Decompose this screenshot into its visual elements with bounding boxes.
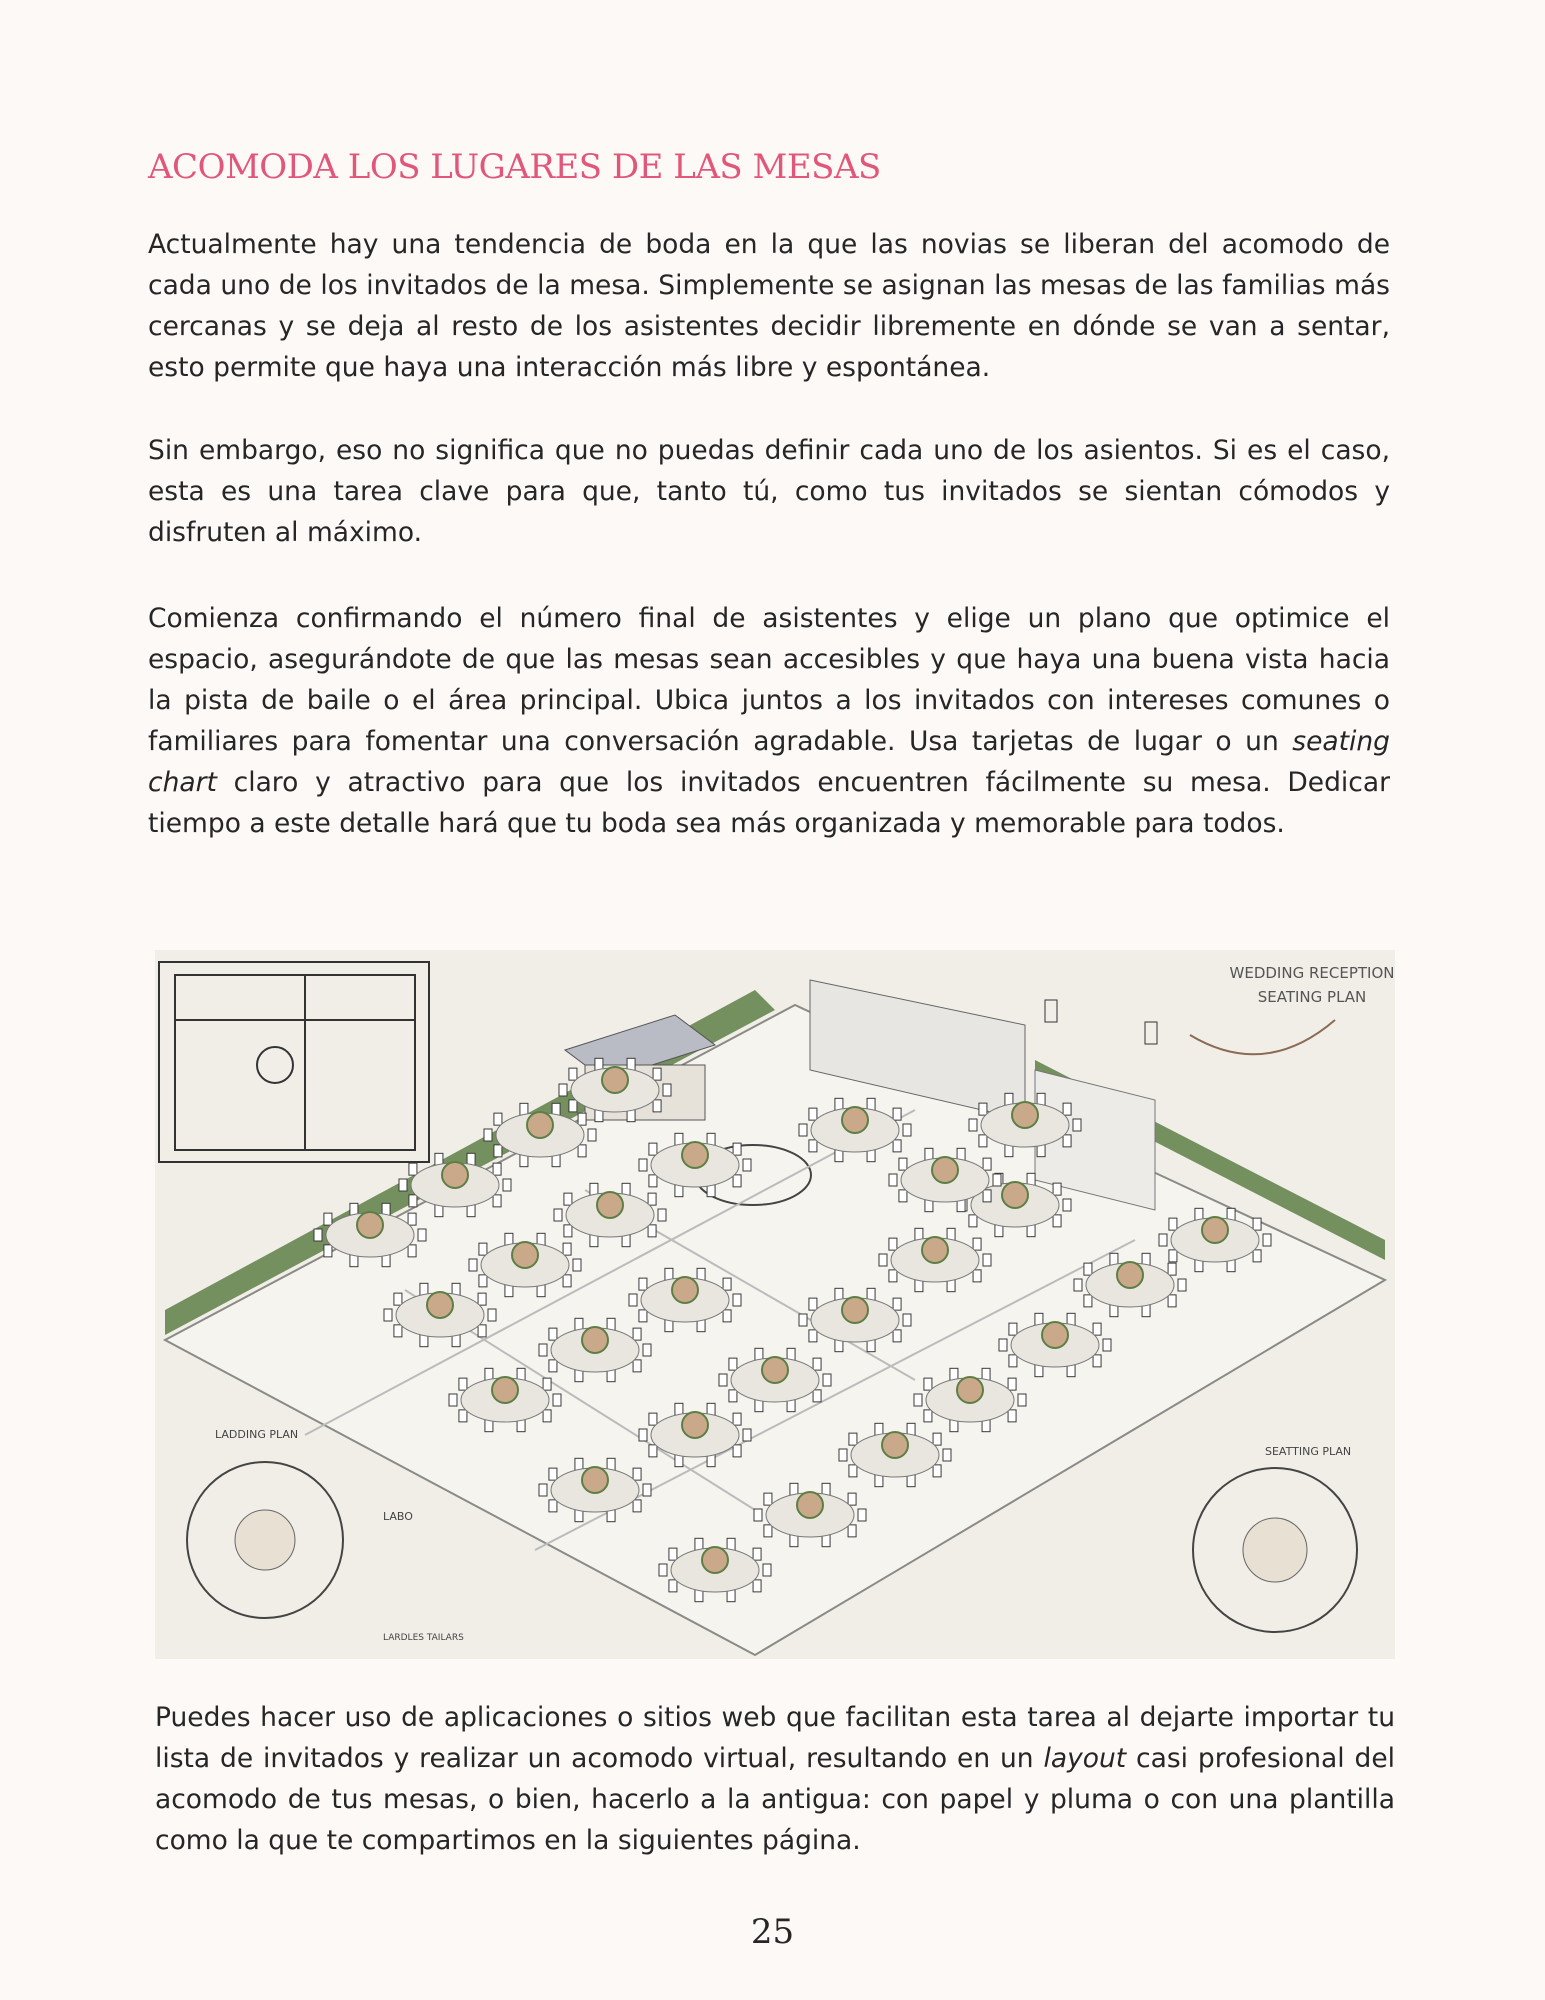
round-table [539,1458,651,1521]
chair-icon [1093,1323,1101,1335]
chair-icon [973,1238,981,1250]
chair-icon [973,1270,981,1282]
chair-icon [1073,1119,1081,1131]
chair-icon [849,1465,857,1477]
chair-icon [409,1195,417,1207]
chair-icon [764,1525,772,1537]
chair-icon [943,1449,951,1461]
round-table [914,1368,1026,1431]
centerpiece-icon [1002,1182,1028,1208]
chair-icon [1253,1218,1261,1230]
round-table [839,1423,951,1486]
paragraph-apps-text-2: casi profesional del acomodo de tus mesas, o bien, hacerlo a la antigua: con papel y pluma o con una plantilla como la que te compartimos en la siguientes página. [155,1743,1396,1856]
chair-icon [1178,1279,1186,1291]
paragraph-tips-text-1: Comienza confirmando el número final de asistentes y elige un plano que optimice el espacio, asegurándote de que las mesas sean accesibles y que haya una buena vista hacia la pista de baile o el área principal. Ubica juntos a los invitados con intereses comunes o familiares para fomentar una conversación agradable. Usa tarjetas de lugar o un [148,603,1390,757]
round-plan-centerpiece [235,1510,295,1570]
chair-icon [1063,1103,1071,1115]
chair-icon [903,1314,911,1326]
seating-plan-drawing [155,950,1395,1659]
centerpiece-icon [427,1292,453,1318]
chair-icon [554,1209,562,1221]
chair-icon [723,1278,731,1290]
chair-icon [549,1468,557,1480]
centerpiece-icon [1012,1102,1038,1128]
centerpiece-icon [932,1157,958,1183]
chair-icon [879,1254,887,1266]
chair-icon [979,1135,987,1147]
chair-icon [639,1278,647,1290]
round-table [719,1348,831,1411]
chair-icon [969,1119,977,1131]
chair-icon [1093,1355,1101,1367]
lantern-icon [1145,1022,1157,1044]
chair-icon [639,1159,647,1171]
chair-icon [653,1100,661,1112]
chair-icon [648,1193,656,1205]
centerpiece-icon [682,1142,708,1168]
chair-icon [469,1259,477,1271]
chair-icon [314,1229,322,1241]
chair-icon [813,1358,821,1370]
chair-icon [933,1465,941,1477]
chair-icon [1018,1394,1026,1406]
paragraph-however: Sin embargo, eso no significa que no puedas definir cada uno de los asientos. Si es el caso, esta es una tarea clave para que, tanto tú, como tus invitados se sientan cómodos y disfruten al máximo. [148,435,1390,548]
chair-icon [1084,1295,1092,1307]
chair-icon [848,1525,856,1537]
round-table [539,1318,651,1381]
chair-icon [503,1179,511,1191]
round-table [629,1268,741,1331]
round-table [639,1133,751,1196]
centerpiece-icon [702,1547,728,1573]
chair-icon [569,1068,577,1080]
chair-icon [1063,1199,1071,1211]
round-table [1159,1208,1271,1271]
chair-icon [649,1445,657,1457]
chair-icon [1084,1263,1092,1275]
chair-icon [999,1339,1007,1351]
paragraph-tips [148,598,1390,844]
chair-icon [729,1390,737,1402]
illustration-label-left: LADDING PLAN [215,1428,299,1441]
chair-icon [658,1209,666,1221]
chair-icon [633,1360,641,1372]
illustration-label-right: SEATTING PLAN [1265,1445,1352,1458]
chair-icon [933,1433,941,1445]
chair-icon [578,1145,586,1157]
chair-icon [639,1310,647,1322]
round-table [1074,1253,1186,1316]
centerpiece-icon [842,1297,868,1323]
chair-icon [893,1298,901,1310]
illustration-heading-2: SEATING PLAN [1257,988,1367,1006]
chair-icon [573,1259,581,1271]
chair-icon [993,1174,1001,1186]
chair-icon [643,1344,651,1356]
chair-icon [893,1330,901,1342]
page-number: 25 [750,1912,795,1952]
chair-icon [899,1158,907,1170]
chair-icon [839,1449,847,1461]
round-table [799,1098,911,1161]
illustration-heading-1: WEDDING RECEPTION [1229,964,1395,982]
centerpiece-icon [672,1277,698,1303]
centerpiece-icon [1202,1217,1228,1243]
chair-icon [394,1293,402,1305]
chair-icon [484,1129,492,1141]
chair-icon [643,1484,651,1496]
chair-icon [743,1429,751,1441]
paragraph-intro: Actualmente hay una tendencia de boda en la que las novias se liberan del acomodo de cada uno de los invitados de la mesa. Simplemente se asignan las mesas de las familias más cercanas y se deja al resto de los asistentes decidir libremente en dónde se van a sentar, esto permite que haya una interacción más libre y espontánea. [148,229,1390,383]
centerpiece-icon [597,1192,623,1218]
section-title: ACOMODA LOS LUGARES DE LAS MESAS [148,147,881,187]
chair-icon [663,1084,671,1096]
chair-icon [848,1493,856,1505]
chair-icon [1169,1218,1177,1230]
chair-icon [1159,1234,1167,1246]
chair-icon [569,1100,577,1112]
chair-icon [1008,1410,1016,1422]
chair-icon [324,1213,332,1225]
chair-icon [648,1225,656,1237]
centerpiece-icon [357,1212,383,1238]
chair-icon [493,1195,501,1207]
chair-icon [723,1310,731,1322]
drape-icon [1190,1020,1335,1054]
chair-icon [494,1145,502,1157]
paragraph-apps-emphasis: layout [1043,1743,1127,1774]
chair-icon [563,1275,571,1287]
chair-icon [799,1124,807,1136]
chair-icon [979,1103,987,1115]
round-table [799,1288,911,1351]
chair-icon [1008,1378,1016,1390]
chair-icon [753,1548,761,1560]
chair-icon [549,1360,557,1372]
chair-icon [539,1344,547,1356]
centerpiece-icon [582,1327,608,1353]
round-table [659,1538,771,1601]
round-table [449,1368,561,1431]
round-table [484,1103,596,1166]
chair-icon [924,1378,932,1390]
round-plan-centerpiece [1243,1518,1307,1582]
chair-icon [889,1238,897,1250]
chair-icon [479,1243,487,1255]
chair-icon [543,1410,551,1422]
chair-icon [889,1174,897,1186]
chair-icon [479,1275,487,1287]
chair-icon [733,1294,741,1306]
chair-icon [983,1254,991,1266]
chair-icon [553,1394,561,1406]
chair-icon [408,1245,416,1257]
chair-icon [633,1500,641,1512]
chair-icon [633,1328,641,1340]
round-table [384,1283,496,1346]
chair-icon [1103,1339,1111,1351]
round-table [469,1233,581,1296]
chair-icon [753,1580,761,1592]
paragraph-apps-text-1: Puedes hacer uso de aplicaciones o sitios web que facilitan esta tarea al dejarte importar tu lista de invitados y realizar un acomodo virtual, resultando en un [155,1702,1395,1774]
chair-icon [969,1215,977,1227]
chair-icon [564,1193,572,1205]
chair-icon [324,1245,332,1257]
illustration-label-bottom: LARDLES TAILARS [383,1633,464,1643]
chair-icon [649,1413,657,1425]
centerpiece-icon [527,1112,553,1138]
chair-icon [659,1564,667,1576]
lantern-icon [1045,1000,1057,1022]
centerpiece-icon [492,1377,518,1403]
chair-icon [478,1325,486,1337]
centerpiece-icon [882,1432,908,1458]
chair-icon [633,1468,641,1480]
chair-icon [733,1143,741,1155]
chair-icon [733,1445,741,1457]
chair-icon [649,1143,657,1155]
chair-icon [578,1113,586,1125]
chair-icon [459,1378,467,1390]
chair-icon [639,1429,647,1441]
chair-icon [1253,1250,1261,1262]
chair-icon [493,1163,501,1175]
chair-icon [924,1410,932,1422]
chair-icon [478,1293,486,1305]
chair-icon [669,1548,677,1560]
chair-icon [629,1294,637,1306]
chair-icon [809,1330,817,1342]
chair-icon [733,1175,741,1187]
chair-icon [1009,1323,1017,1335]
chair-icon [488,1309,496,1321]
chair-icon [893,1108,901,1120]
round-table [879,1228,991,1291]
illustration-label-labo: LABO [383,1510,413,1523]
chair-icon [823,1374,831,1386]
chair-icon [409,1163,417,1175]
centerpiece-icon [842,1107,868,1133]
venue-floor [165,1005,1385,1655]
chair-icon [588,1129,596,1141]
chair-icon [1263,1234,1271,1246]
centerpiece-icon [602,1067,628,1093]
chair-icon [649,1175,657,1187]
round-table [559,1058,671,1121]
paragraph-tips-emphasis: seating chart [148,726,1390,798]
centerpiece-icon [762,1357,788,1383]
chair-icon [418,1229,426,1241]
chair-icon [408,1213,416,1225]
chair-icon [858,1509,866,1521]
chair-icon [764,1493,772,1505]
chair-icon [914,1394,922,1406]
seating-plan-illustration [155,950,1395,1659]
chair-icon [399,1179,407,1191]
chair-icon [809,1140,817,1152]
centerpiece-icon [957,1377,983,1403]
centerpiece-icon [682,1412,708,1438]
chair-icon [549,1500,557,1512]
chair-icon [763,1564,771,1576]
chair-icon [653,1068,661,1080]
chair-icon [799,1314,807,1326]
round-table [754,1483,866,1546]
chair-icon [1063,1135,1071,1147]
chair-icon [564,1225,572,1237]
centerpiece-icon [1042,1322,1068,1348]
chair-icon [394,1325,402,1337]
chair-icon [1168,1295,1176,1307]
chair-icon [983,1190,991,1202]
chair-icon [539,1484,547,1496]
chair-icon [809,1298,817,1310]
paragraph-tips-text-2: claro y atractivo para que los invitados encuentren fácilmente su mesa. Dedicar tiempo a este detalle hará que tu boda sea más organizada y memorable para todos. [148,767,1390,839]
round-table [639,1403,751,1466]
centerpiece-icon [922,1237,948,1263]
chair-icon [459,1410,467,1422]
centerpiece-icon [512,1242,538,1268]
chair-icon [669,1580,677,1592]
chair-icon [719,1374,727,1386]
chair-icon [1053,1215,1061,1227]
chair-icon [549,1328,557,1340]
round-table [314,1203,426,1266]
chair-icon [449,1394,457,1406]
chair-icon [733,1413,741,1425]
round-table [554,1183,666,1246]
chair-icon [889,1270,897,1282]
centerpiece-icon [442,1162,468,1188]
chair-icon [893,1140,901,1152]
chair-icon [543,1378,551,1390]
chair-icon [1053,1183,1061,1195]
paragraph-apps [155,1697,1395,1861]
chair-icon [1074,1279,1082,1291]
round-table [969,1093,1081,1156]
chair-icon [729,1358,737,1370]
chair-icon [559,1084,567,1096]
chair-icon [903,1124,911,1136]
chair-icon [384,1309,392,1321]
centerpiece-icon [1117,1262,1143,1288]
centerpiece-icon [797,1492,823,1518]
chair-icon [743,1159,751,1171]
chair-icon [983,1158,991,1170]
floor-plan-inset [159,962,429,1162]
chair-icon [754,1509,762,1521]
chair-icon [849,1433,857,1445]
chair-icon [494,1113,502,1125]
round-table [889,1148,1001,1211]
chair-icon [563,1243,571,1255]
chair-icon [899,1190,907,1202]
centerpiece-icon [582,1467,608,1493]
chair-icon [813,1390,821,1402]
chair-icon [1169,1250,1177,1262]
chair-icon [1168,1263,1176,1275]
chair-icon [809,1108,817,1120]
round-table [999,1313,1111,1376]
chair-icon [1009,1355,1017,1367]
